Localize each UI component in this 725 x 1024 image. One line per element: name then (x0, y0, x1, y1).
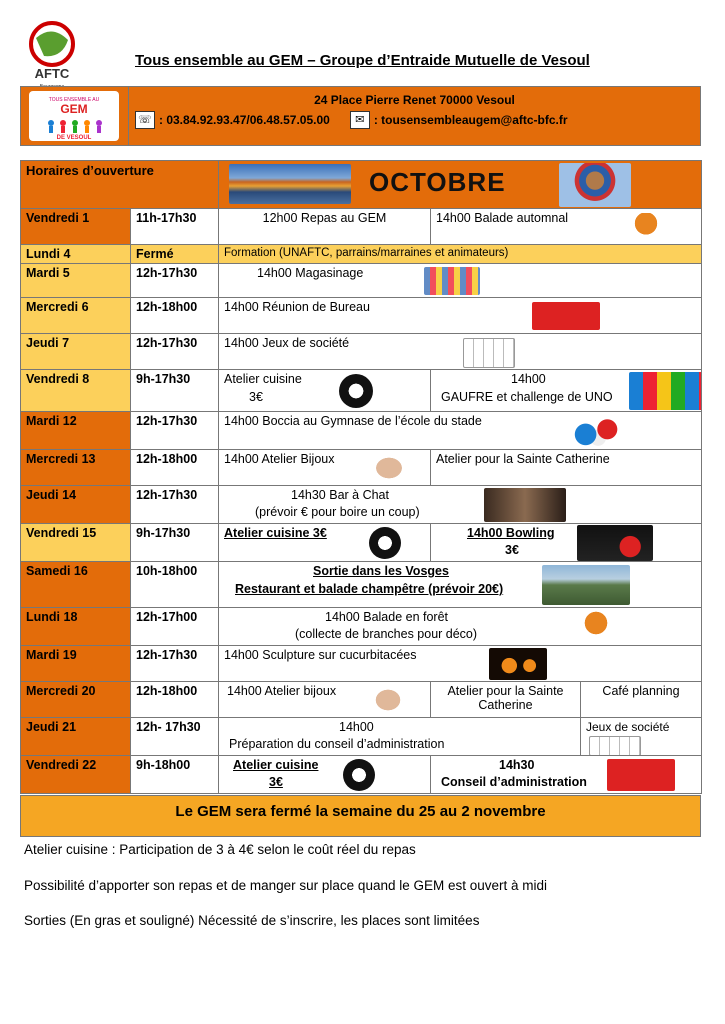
activity-cell: 14h00 Magasinage (257, 266, 364, 280)
activity-price: 3€ (249, 390, 263, 404)
table-header-row (21, 161, 702, 209)
activity-cell: 14h00 Boccia au Gymnase de l’école du stade (224, 414, 482, 428)
activity-cell: Atelier cuisine 3€ (224, 526, 327, 540)
time-cell: 9h-17h30 (131, 370, 219, 412)
gem-logo (29, 91, 119, 141)
table-row (21, 450, 702, 486)
aftc-logo-text: AFTC (34, 66, 70, 81)
time-cell: 12h- 17h30 (131, 718, 219, 756)
activity-cell: 14h00 (511, 372, 546, 386)
time-cell: 12h-17h30 (131, 264, 219, 298)
email-address: : tousensembleaugem@aftc-bfc.fr (373, 113, 568, 127)
time-cell: 12h-17h00 (131, 608, 219, 646)
activity-cell: Atelier pour la Sainte Catherine (431, 682, 581, 718)
time-cell: 12h-17h30 (131, 334, 219, 370)
activity-price: 3€ (505, 543, 519, 557)
time-cell: 12h-17h30 (131, 412, 219, 450)
activity-cell: 14h00 (339, 720, 374, 734)
day-cell: Lundi 18 (21, 608, 131, 646)
time-cell: 11h-17h30 (131, 209, 219, 245)
playing-cards-icon (463, 338, 515, 368)
activity-cell: Préparation du conseil d’administration (229, 737, 445, 751)
table-row (21, 370, 702, 412)
activity-cell: Jeux de société (586, 720, 670, 734)
day-cell: Vendredi 8 (21, 370, 131, 412)
day-cell: Samedi 16 (21, 562, 131, 608)
activity-cell: Café planning (581, 682, 702, 718)
activity-cell: 12h00 Repas au GEM (219, 209, 431, 245)
vosges-landscape-image (542, 565, 630, 605)
time-cell: 10h-18h00 (131, 562, 219, 608)
phone-icon: ☏ (135, 111, 155, 129)
plate-cutlery-icon (343, 759, 375, 791)
activity-cell: 14h00 Balade automnal (436, 211, 569, 225)
day-cell: Mardi 19 (21, 646, 131, 682)
table-row (21, 718, 702, 756)
phone-number: : 03.84.92.93.47/06.48.57.05.00 (159, 113, 330, 127)
time-cell: 12h-17h30 (131, 646, 219, 682)
note-text: Atelier cuisine : Participation de 3 à 4€ selon le coût réel du repas (24, 842, 416, 857)
plate-cutlery-icon (369, 527, 401, 559)
address: 24 Place Pierre Renet 70000 Vesoul (314, 93, 515, 107)
note-text: Possibilité d’apporter son repas et de manger sur place quand le GEM est ouvert à midi (24, 878, 548, 893)
table-row (21, 245, 702, 264)
activity-cell: Conseil d’administration (441, 775, 587, 789)
table-row (21, 412, 702, 450)
autumn-tree-icon (627, 213, 665, 239)
activity-cell: 14h00 Bowling (467, 526, 555, 540)
table-row (21, 264, 702, 298)
day-cell: Vendredi 1 (21, 209, 131, 245)
table-row (21, 209, 702, 245)
bracelet-hands-icon (369, 684, 407, 716)
table-row (21, 298, 702, 334)
day-cell: Lundi 4 (21, 245, 131, 264)
activity-cell: Formation (UNAFTC, parrains/marraines et animateurs) (219, 245, 702, 264)
activity-price: 3€ (269, 775, 283, 789)
day-cell: Mardi 12 (21, 412, 131, 450)
contact-bar (20, 86, 701, 146)
pumpkin-icon (489, 648, 547, 680)
bowling-icon (577, 525, 653, 561)
table-row (21, 562, 702, 608)
activity-cell: 14h00 Sculpture sur cucurbitacées (224, 648, 417, 662)
hours-label: Horaires d’ouverture (21, 161, 219, 209)
table-row (21, 334, 702, 370)
time-cell: Fermé (131, 245, 219, 264)
meeting-icon (532, 302, 600, 330)
day-cell: Vendredi 15 (21, 524, 131, 562)
activity-cell: Atelier cuisine (233, 758, 319, 772)
autumn-lake-image (229, 164, 351, 204)
activity-cell: Atelier pour la Sainte Catherine (431, 450, 702, 486)
activity-cell: (prévoir € pour boire un coup) (255, 505, 420, 519)
envelope-icon: ✉ (350, 111, 370, 129)
activity-cell: 14h30 Bar à Chat (291, 488, 389, 502)
time-cell: 12h-17h30 (131, 486, 219, 524)
day-cell: Mercredi 13 (21, 450, 131, 486)
table-row (21, 486, 702, 524)
time-cell: 12h-18h00 (131, 298, 219, 334)
svg-text:DE VESOUL: DE VESOUL (56, 135, 92, 141)
activity-cell: 14h30 (499, 758, 535, 772)
autumn-tree-icon (579, 611, 613, 641)
activity-cell: 14h00 Balade en forêt (325, 610, 449, 624)
svg-text:TOUS ENSEMBLE AU: TOUS ENSEMBLE AU (48, 97, 100, 103)
table-row (21, 682, 702, 718)
activity-cell: 14h00 Atelier bijoux (227, 684, 337, 698)
plate-cutlery-icon (339, 374, 373, 408)
svg-text:GEM: GEM (60, 102, 88, 116)
table-row (21, 608, 702, 646)
time-cell: 12h-18h00 (131, 450, 219, 486)
day-cell: Mercredi 20 (21, 682, 131, 718)
table-row (21, 524, 702, 562)
day-cell: Jeudi 14 (21, 486, 131, 524)
activity-cell: 14h00 Jeux de société (224, 336, 350, 350)
activity-cell: 14h00 Réunion de Bureau (224, 300, 370, 314)
day-cell: Mardi 5 (21, 264, 131, 298)
uno-cards-icon (629, 372, 702, 410)
month-title: OCTOBRE (369, 167, 506, 197)
activity-cell: Sortie dans les Vosges (313, 564, 449, 578)
bracelet-hands-icon (369, 452, 409, 484)
activity-cell: GAUFRE et challenge de UNO (441, 390, 613, 404)
time-cell: 9h-18h00 (131, 756, 219, 794)
activity-cell: (collecte de branches pour déco) (295, 627, 478, 641)
table-row (21, 756, 702, 794)
day-cell: Jeudi 21 (21, 718, 131, 756)
page-title: Tous ensemble au GEM – Groupe d’Entraide Mutuelle de Vesoul (135, 52, 590, 69)
native-chief-image (559, 163, 631, 207)
playing-cards-icon (589, 736, 641, 756)
cat-bar-image (484, 488, 566, 522)
day-cell: Mercredi 6 (21, 298, 131, 334)
activity-cell: 14h00 Atelier Bijoux (224, 452, 335, 466)
time-cell: 12h-18h00 (131, 682, 219, 718)
day-cell: Jeudi 7 (21, 334, 131, 370)
time-cell: 9h-17h30 (131, 524, 219, 562)
meeting-icon (607, 759, 675, 791)
activity-cell: Atelier cuisine (224, 372, 302, 386)
closure-banner: Le GEM sera fermé la semaine du 25 au 2 novembre (20, 795, 701, 837)
boccia-balls-icon (567, 414, 629, 448)
note-text: Sorties (En gras et souligné) Nécessité de s’inscrire, les places sont limitées (24, 913, 480, 928)
schedule-table (20, 160, 702, 794)
day-cell: Vendredi 22 (21, 756, 131, 794)
shopping-cart-icon (424, 267, 480, 295)
activity-cell: Restaurant et balade champêtre (prévoir 20€) (235, 582, 504, 596)
table-row (21, 646, 702, 682)
